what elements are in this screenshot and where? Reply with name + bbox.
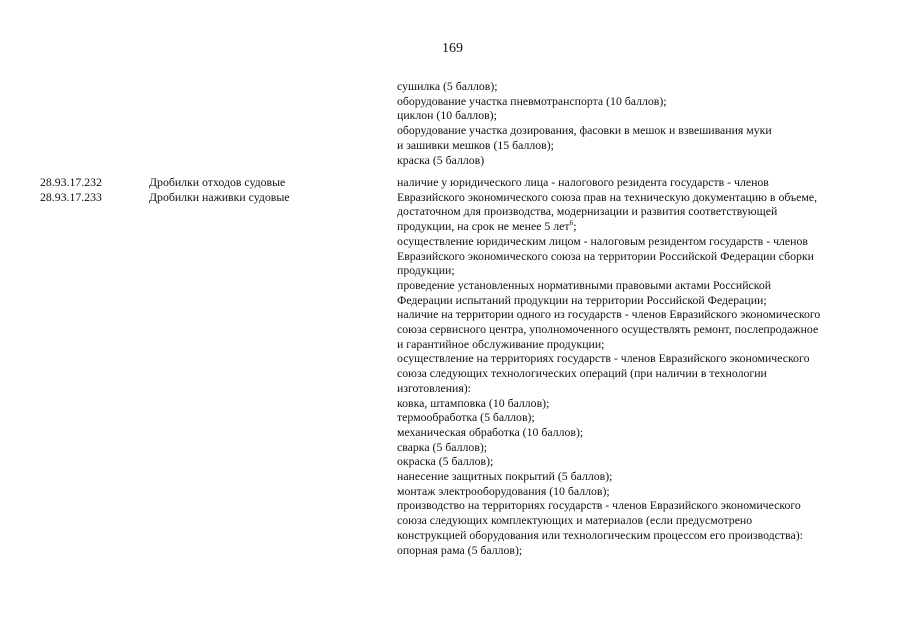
requirement-line: опорная рама (5 баллов);: [397, 542, 523, 557]
page-number: 169: [442, 41, 463, 56]
requirement-line: циклон (10 баллов);: [397, 108, 497, 123]
requirement-line: союза следующих комплектующих и материалов (если предусмотрено: [397, 513, 753, 528]
requirement-line: нанесение защитных покрытий (5 баллов);: [397, 469, 613, 484]
requirement-line: наличие у юридического лица - налогового резидента государств - членов: [397, 175, 769, 189]
requirement-line: изготовления):: [397, 380, 471, 395]
product-name: Дробилки наживки судовые: [149, 189, 290, 204]
requirement-line: и зашивки мешков (15 баллов);: [397, 137, 554, 152]
product-code: 28.93.17.233: [40, 189, 102, 204]
requirement-line-with-footnote: [397, 219, 867, 234]
continued-requirements-block: [397, 79, 867, 167]
requirement-line: сварка (5 баллов);: [397, 439, 488, 454]
requirement-line: Евразийского экономического союза прав на техническую документацию в объеме,: [397, 189, 818, 204]
requirement-line: оборудование участка дозирования, фасовки в мешок и взвешивания муки: [397, 123, 772, 138]
product-entry: [40, 189, 290, 205]
requirement-line: монтаж электрооборудования (10 баллов);: [397, 483, 610, 498]
requirements-block: [397, 175, 867, 557]
footnote-marker: 6: [569, 218, 574, 228]
requirement-line: союза сервисного центра, уполномоченного осуществлять ремонт, послепродажное: [397, 322, 819, 337]
product-name: Дробилки отходов судовые: [149, 175, 286, 189]
requirement-line: сушилка (5 баллов);: [397, 79, 498, 93]
requirement-line: достаточном для производства, модернизации и развития соответствующей: [397, 204, 778, 219]
requirement-line: механическая обработка (10 баллов);: [397, 424, 584, 439]
requirement-line: проведение установленных нормативными правовыми актами Российской: [397, 277, 772, 292]
requirement-line: ковка, штамповка (10 баллов);: [397, 395, 550, 410]
requirement-line: союза следующих технологических операций (при наличии в технологии: [397, 366, 767, 381]
requirement-line: Федерации испытаний продукции на территории Российской Федерации;: [397, 292, 767, 307]
requirement-line: и гарантийное обслуживание продукции;: [397, 336, 605, 351]
requirement-text: продукции, на срок не менее 5 лет: [397, 219, 570, 234]
product-entry: [40, 175, 286, 190]
requirement-line: производство на территориях государств - членов Евразийского экономического: [397, 498, 801, 513]
product-entries: [40, 175, 290, 204]
requirement-line: осуществление на территориях государств - членов Евразийского экономического: [397, 351, 810, 366]
requirement-line: продукции;: [397, 263, 455, 278]
requirement-line: краска (5 баллов): [397, 152, 485, 167]
requirement-line: оборудование участка пневмотранспорта (10 баллов);: [397, 93, 667, 108]
requirement-punctuation: ;: [573, 219, 577, 234]
requirement-line: конструкцией оборудования или технологическим процессом его производства):: [397, 527, 803, 542]
product-code: 28.93.17.232: [40, 175, 102, 189]
requirement-line: термообработка (5 баллов);: [397, 410, 535, 425]
requirement-line: наличие на территории одного из государств - членов Евразийского экономического: [397, 307, 821, 322]
requirement-line: окраска (5 баллов);: [397, 454, 494, 469]
requirement-line: осуществление юридическим лицом - налоговым резидентом государств - членов: [397, 233, 808, 248]
requirement-line: Евразийского экономического союза на территории Российской Федерации сборки: [397, 248, 814, 263]
